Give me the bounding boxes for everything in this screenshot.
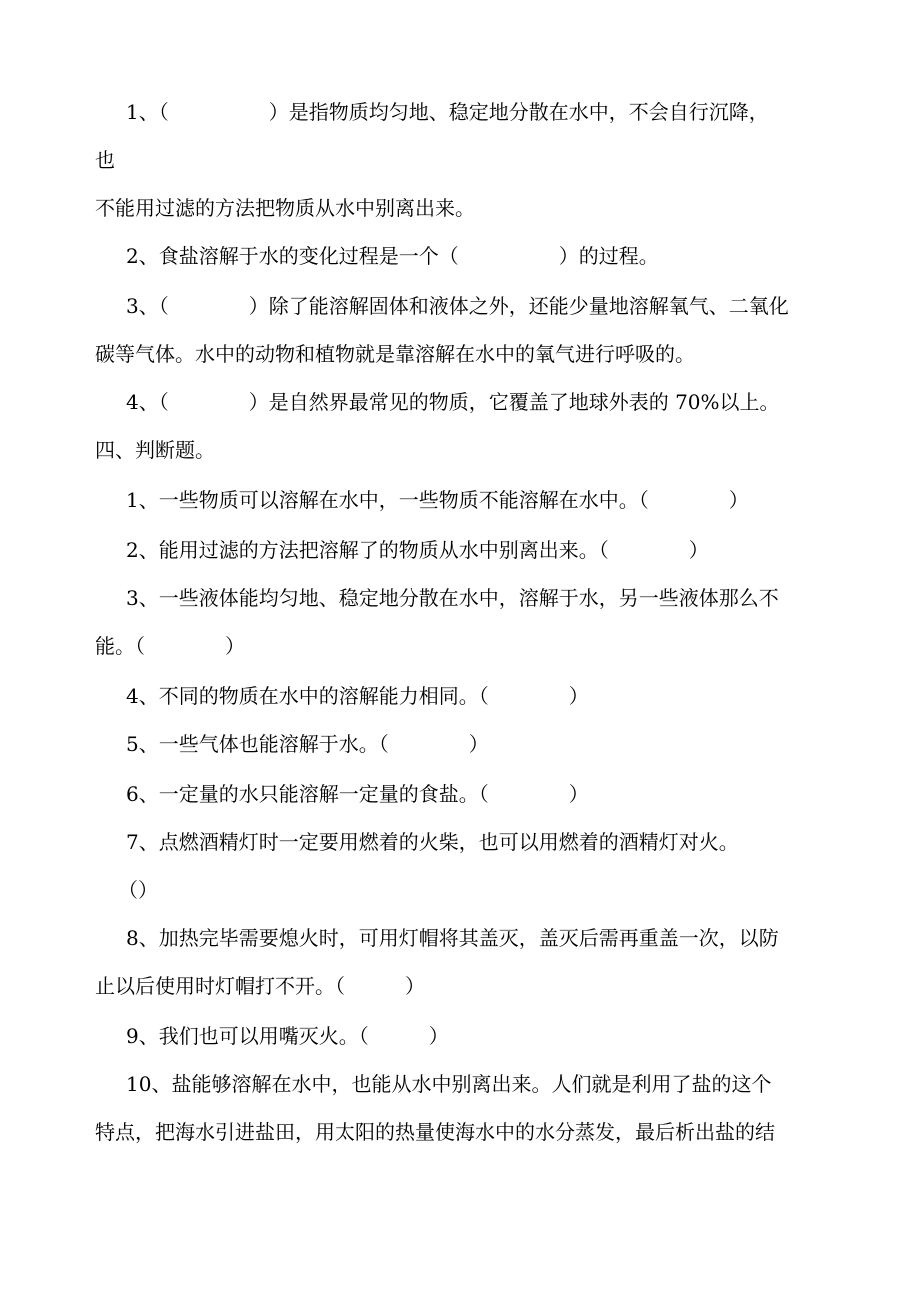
judge-q2: 2、能用过滤的方法把溶解了的物质从水中别离出来。（ ）: [126, 538, 709, 562]
fill-q3-line1: 3、（ ）除了能溶解固体和液体之外，还能少量地溶解氧气、二氧化: [126, 294, 789, 318]
judge-q4: 4、不同的物质在水中的溶解能力相同。（ ）: [126, 684, 589, 708]
judge-q5: 5、一些气体也能溶解于水。（ ）: [126, 732, 489, 756]
judge-q8-line2: 止以后使用时灯帽打不开。（ ）: [95, 974, 425, 998]
judge-q9: 9、我们也可以用嘴灭火。（ ）: [126, 1024, 449, 1048]
fill-q4: 4、（ ）是自然界最常见的物质，它覆盖了地球外表的 70%以上。: [126, 390, 780, 414]
judge-q7-line1: 7、点燃酒精灯时一定要用燃着的火柴，也可以用燃着的酒精灯对火。: [126, 830, 739, 854]
judge-q10-line1: 10、盐能够溶解在水中，也能从水中别离出来。人们就是利用了盐的这个: [126, 1072, 772, 1096]
judge-q1: 1、一些物质可以溶解在水中，一些物质不能溶解在水中。（ ）: [126, 488, 749, 512]
judge-q8-line1: 8、加热完毕需要熄火时，可用灯帽将其盖灭，盖灭后需再重盖一次，以防: [126, 926, 779, 950]
judge-q3-line1: 3、一些液体能均匀地、稳定地分散在水中，溶解于水，另一些液体那么不: [126, 586, 779, 610]
fill-q1-line3: 不能用过滤的方法把物质从水中别离出来。: [95, 196, 475, 220]
judge-q3-line2: 能。（ ）: [95, 634, 245, 658]
judge-q7-line2: （）: [118, 878, 158, 902]
fill-q3-line2: 碳等气体。水中的动物和植物就是靠溶解在水中的氧气进行呼吸的。: [95, 342, 695, 366]
judge-q10-line2: 特点，把海水引进盐田，用太阳的热量使海水中的水分蒸发，最后析出盐的结: [95, 1120, 775, 1144]
fill-q1-line2: 也: [95, 148, 115, 172]
fill-q2: 2、食盐溶解于水的变化过程是一个（ ）的过程。: [126, 244, 659, 268]
section-heading: 四、判断题。: [95, 438, 215, 462]
fill-q1-line1: 1、（ ）是指物质均匀地、稳定地分散在水中，不会自行沉降，: [126, 100, 769, 124]
judge-q6: 6、一定量的水只能溶解一定量的食盐。（ ）: [126, 782, 589, 806]
